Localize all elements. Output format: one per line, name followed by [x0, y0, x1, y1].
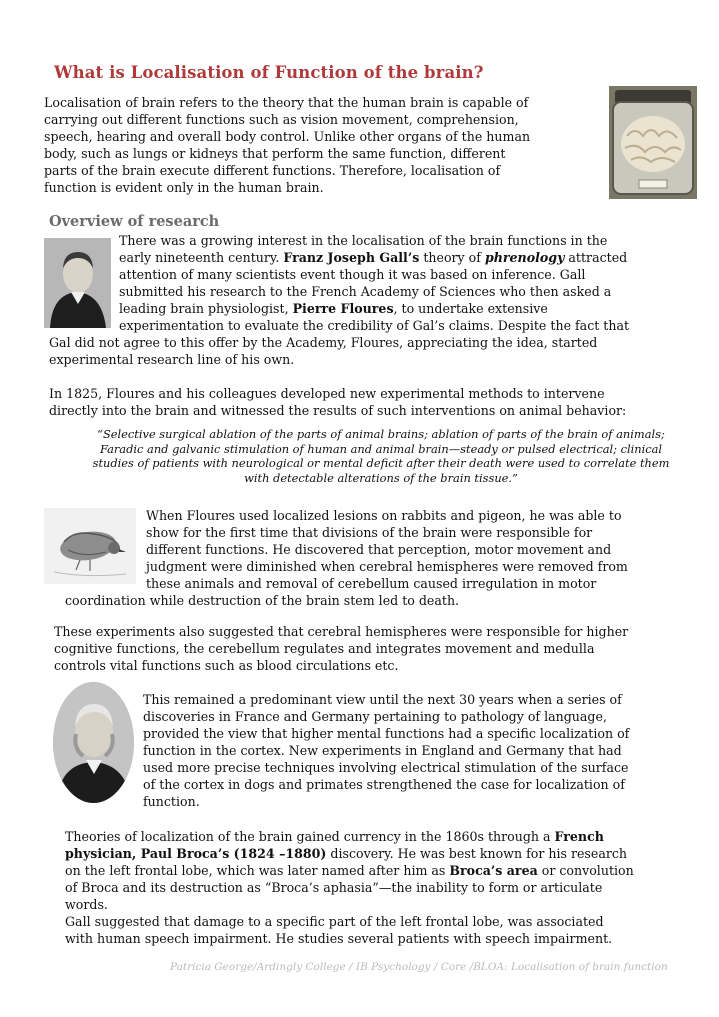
intro-paragraph: [44, 94, 530, 196]
paragraph-1825: [49, 385, 626, 419]
text-line: controls vital functions such as blood circulations etc.: [54, 658, 399, 673]
text-line: function in the cortex. New experiments in England and Germany that had: [143, 743, 622, 758]
text-line: of Broca and its destruction as “Broca’s aphasia”—the inability to form or articulate: [65, 880, 603, 895]
block-quote: [64, 427, 698, 486]
text-line: used more precise techniques involving electrical stimulation of the surface: [143, 760, 629, 775]
gall-paragraph-full: [49, 334, 597, 368]
text-line: function is evident only in the human brain.: [44, 180, 324, 195]
text-line: These experiments also suggested that cerebral hemispheres were responsible for higher: [54, 624, 629, 639]
text-line: Gal did not agree to this offer by the Academy, Floures, appreciating the idea, started: [49, 335, 598, 350]
text-line: provided the view that higher mental functions had a specific localization of: [143, 726, 630, 741]
brain-jar-image: [609, 86, 697, 199]
gall-name: Franz Joseph Gall’s: [283, 250, 420, 265]
text-line: Theories of localization of the brain gained currency in the 1860s through a French: [65, 829, 604, 844]
text-line: Localisation of brain refers to the theory that the human brain is capable of: [44, 95, 529, 110]
text-line: carrying out different functions such as vision movement, comprehension,: [44, 112, 519, 127]
section-heading-overview: Overview of research: [49, 213, 220, 230]
text-line: attention of many scientists event though it was based on inference. Gall: [119, 267, 586, 282]
text-line: cognitive functions, the cerebellum regulates and integrates movement and medulla: [54, 641, 595, 656]
experiments-paragraph: [54, 623, 628, 674]
text-line: these animals and removal of cerebellum caused irregulation in motor: [146, 576, 597, 591]
gall-paragraph-indented: [119, 232, 629, 334]
text-line: leading brain physiologist, Pierre Floures, to undertake extensive: [119, 301, 548, 316]
broca-name: physician, Paul Broca’s (1824 –1880): [65, 846, 327, 861]
text-line: coordination while destruction of the brain stem led to death.: [65, 593, 460, 608]
brocas-area-term: Broca’s area: [449, 863, 538, 878]
text-line: show for the first time that divisions of the brain were responsible for: [146, 525, 593, 540]
text-line: This remained a predominant view until the next 30 years when a series of: [143, 692, 622, 707]
floures-name: Pierre Floures: [292, 301, 394, 316]
page-title: What is Localisation of Function of the brain?: [54, 63, 484, 82]
text-line: submitted his research to the French Academy of Sciences who then asked a: [119, 284, 612, 299]
quote-line: Faradic and galvanic stimulation of human and animal brain—steady or pulsed electrical; clinical: [99, 441, 663, 456]
text-line: Gall suggested that damage to a specific part of the left frontal lobe, was associated: [65, 914, 604, 929]
text-line: directly into the brain and witnessed the results of such interventions on animal behavior:: [49, 403, 627, 418]
quote-line: with detectable alterations of the brain tissue.”: [244, 471, 518, 486]
text-line: speech, hearing and overall body control. Unlike other organs of the human: [44, 129, 531, 144]
page-footer: Patricia George/Ardingly College / IB Psychology / Core /BLOA: Localisation of brain function: [170, 961, 668, 973]
pigeon-sketch-image: [44, 508, 136, 584]
text-line: body, such as lungs or kidneys that perform the same function, different: [44, 146, 506, 161]
text-line: When Floures used localized lesions on rabbits and pigeon, he was able to: [146, 508, 622, 523]
french-label: French: [554, 829, 604, 844]
text-line: on the left frontal lobe, which was later named after him as Broca’s area or convolution: [65, 863, 634, 878]
text-line: physician, Paul Broca’s (1824 –1880) discovery. He was best known for his research: [65, 846, 628, 861]
broca-paragraph: [65, 828, 634, 947]
quote-line: “Selective surgical ablation of the parts of animal brains; ablation of parts of the brain of animals;: [97, 427, 665, 441]
text-line: discoveries in France and Germany pertaining to pathology of language,: [143, 709, 607, 724]
text-line: parts of the brain execute different functions. Therefore, localisation of: [44, 163, 501, 178]
thirty-years-paragraph: [143, 691, 629, 810]
text-line: of the cortex in dogs and primates strengthened the case for localization of: [143, 777, 625, 792]
floures-paragraph-indented: [146, 507, 628, 592]
text-line: judgment were diminished when cerebral hemispheres were removed from: [146, 559, 628, 574]
text-line: different functions. He discovered that perception, motor movement and: [146, 542, 612, 557]
text-line: experimental research line of his own.: [49, 352, 295, 367]
gall-portrait-image: [44, 238, 111, 328]
text-line: There was a growing interest in the localisation of the brain functions in the: [119, 233, 608, 248]
broca-portrait-image: [53, 682, 134, 803]
floures-paragraph-full: [65, 592, 459, 609]
text-line: In 1825, Floures and his colleagues developed new experimental methods to intervene: [49, 386, 605, 401]
text-line: with human speech impairment. He studies several patients with speech impairment.: [65, 931, 613, 946]
phrenology-term: phrenology: [484, 250, 565, 265]
text-line: words.: [65, 897, 108, 912]
text-line: experimentation to evaluate the credibility of Gal’s claims. Despite the fact that: [119, 318, 630, 333]
text-line: early nineteenth century. Franz Joseph Gall’s theory of phrenology attracted: [119, 250, 628, 265]
quote-line: studies of patients with neurological or mental deficit after their death were used to correlate them: [92, 456, 670, 471]
text-line: function.: [143, 794, 200, 809]
